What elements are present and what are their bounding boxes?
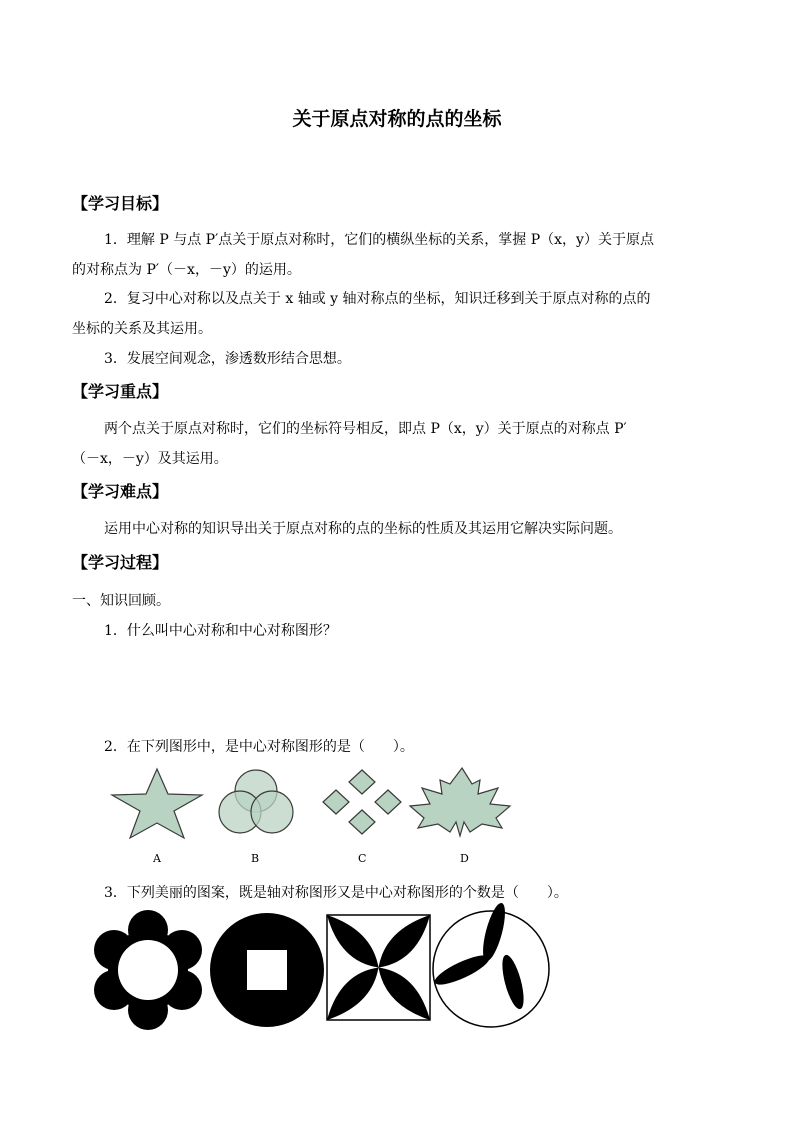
section-heading-difficulties: 【学习难点】 <box>72 482 169 501</box>
q3-patterns <box>100 910 560 1030</box>
option-c-four-diamonds-figure <box>323 770 401 834</box>
section-heading-key-points: 【学习重点】 <box>72 382 169 401</box>
objective-2-line-2: 坐标的关系及其运用。 <box>72 321 212 337</box>
question-3: 3．下列美丽的图案，既是轴对称图形又是中心对称图形的个数是（ ）。 <box>104 885 568 901</box>
objective-1-line-1: 1．理解 P 与点 P′点关于原点对称时，它们的横纵坐标的关系，掌握 P（x，y）关于原点 <box>104 232 654 248</box>
q2-figures <box>104 766 524 841</box>
objective-1-line-2: 的对称点为 P′（－x，－y）的运用。 <box>72 262 301 278</box>
section-heading-process: 【学习过程】 <box>72 553 169 572</box>
pattern-square-petals-figure <box>327 915 430 1020</box>
option-d-maple-leaf-figure <box>410 768 510 836</box>
option-d-label: D <box>460 852 469 865</box>
question-1: 1．什么叫中心对称和中心对称图形？ <box>104 623 337 639</box>
objective-3: 3．发展空间观念，渗透数形结合思想。 <box>104 351 351 367</box>
option-a-label: A <box>153 852 161 865</box>
pattern-three-blades-figure <box>431 901 549 1027</box>
question-2: 2．在下列图形中，是中心对称图形的是（ ）。 <box>104 739 414 755</box>
section-heading-objectives: 【学习目标】 <box>72 194 169 213</box>
part-1-heading: 一、知识回顾。 <box>72 593 170 609</box>
key-point-line-2: （－x，－y）及其运用。 <box>72 451 228 467</box>
difficulty-line-1: 运用中心对称的知识导出关于原点对称的点的坐标的性质及其运用它解决实际问题。 <box>104 521 622 537</box>
key-point-line-1: 两个点关于原点对称时，它们的坐标符号相反，即点 P（x，y）关于原点的对称点 P′ <box>104 421 627 437</box>
option-c-label: C <box>358 852 367 865</box>
page-title: 关于原点对称的点的坐标 <box>292 108 502 130</box>
option-b-triple-circle-figure <box>219 770 293 833</box>
option-b-label: B <box>251 852 260 865</box>
pattern-coin-figure <box>210 913 324 1027</box>
pattern-flower-figure <box>94 910 202 1030</box>
option-a-star-figure <box>112 769 202 838</box>
objective-2-line-1: 2．复习中心对称以及点关于 x 轴或 y 轴对称点的坐标，知识迁移到关于原点对称的点的 <box>104 291 651 307</box>
